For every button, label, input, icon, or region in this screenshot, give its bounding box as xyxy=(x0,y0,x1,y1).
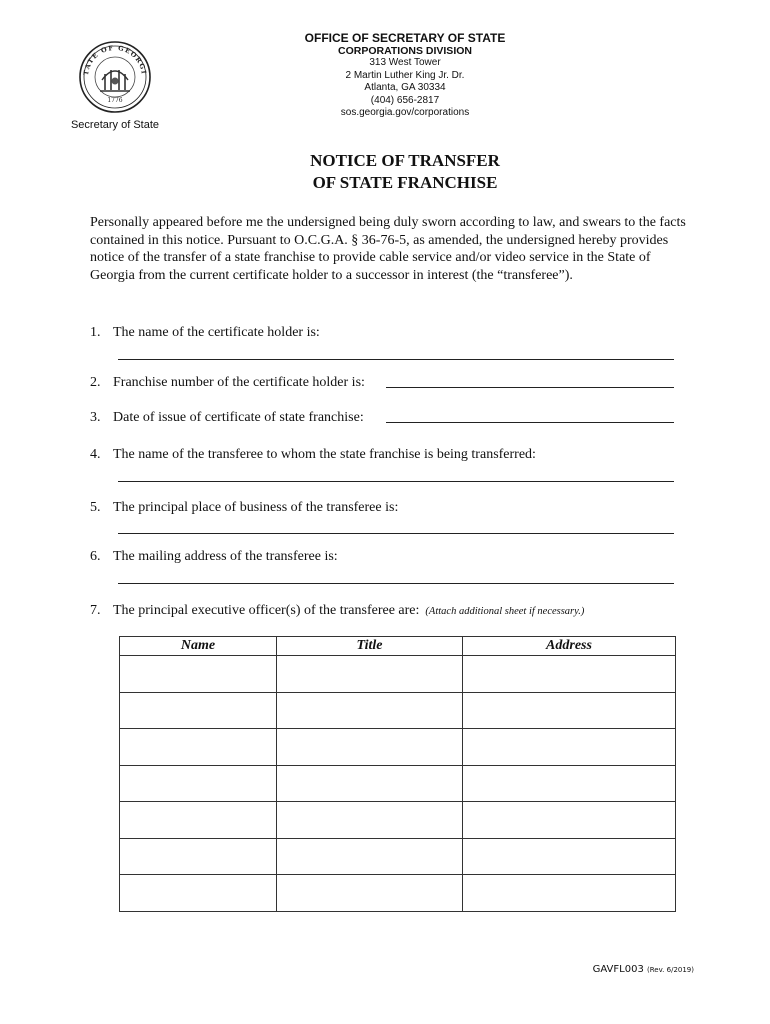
item-1 xyxy=(90,324,320,341)
office-address-line1: 313 West Tower xyxy=(369,57,441,68)
form-code: GAVFL003 xyxy=(592,964,644,975)
state-seal xyxy=(78,40,152,114)
item-number: 4. xyxy=(90,447,101,462)
item-text: The principal place of business of the transferee is: xyxy=(113,500,399,515)
item-text: Franchise number of the certificate holder is: xyxy=(113,375,365,390)
officer-title-cell[interactable] xyxy=(277,765,463,802)
transferee-name-field[interactable] xyxy=(118,481,674,482)
office-header xyxy=(250,32,560,120)
form-footer xyxy=(560,964,694,975)
officer-title-cell[interactable] xyxy=(277,838,463,875)
officer-name-cell[interactable] xyxy=(120,875,277,912)
column-header-address: Address xyxy=(463,637,676,656)
table-row xyxy=(120,875,676,912)
item-text: The mailing address of the transferee is: xyxy=(113,549,338,564)
officer-address-cell[interactable] xyxy=(463,692,676,729)
officer-title-cell[interactable] xyxy=(277,692,463,729)
officer-name-cell[interactable] xyxy=(120,838,277,875)
officer-title-cell[interactable] xyxy=(277,875,463,912)
item-text: The name of the certificate holder is: xyxy=(113,325,320,340)
item-number: 7. xyxy=(90,603,101,618)
item-6 xyxy=(90,548,338,565)
officer-address-cell[interactable] xyxy=(463,729,676,766)
officer-title-cell[interactable] xyxy=(277,802,463,839)
item-2 xyxy=(90,374,365,391)
seal-caption: Secretary of State xyxy=(70,119,160,131)
office-division: CORPORATIONS DIVISION xyxy=(338,44,472,57)
table-header-row xyxy=(120,637,676,656)
item-5 xyxy=(90,499,398,516)
franchise-number-field[interactable] xyxy=(386,387,674,388)
officer-name-cell[interactable] xyxy=(120,656,277,693)
item-note: (Attach additional sheet if necessary.) xyxy=(425,606,585,617)
item-7 xyxy=(90,602,584,620)
officer-title-cell[interactable] xyxy=(277,729,463,766)
office-address-line2: 2 Martin Luther King Jr. Dr. xyxy=(345,69,465,81)
document-title xyxy=(250,150,560,194)
table-row xyxy=(120,729,676,766)
officer-address-cell[interactable] xyxy=(463,802,676,839)
office-website: sos.georgia.gov/corporations xyxy=(340,107,470,118)
column-header-name: Name xyxy=(120,637,277,656)
item-text: Date of issue of certificate of state franchise: xyxy=(113,410,364,425)
officer-address-cell[interactable] xyxy=(463,656,676,693)
table-row xyxy=(120,765,676,802)
officer-title-cell[interactable] xyxy=(277,656,463,693)
item-3 xyxy=(90,409,364,426)
mailing-address-field[interactable] xyxy=(118,583,674,584)
officer-address-cell[interactable] xyxy=(463,875,676,912)
item-number: 1. xyxy=(90,325,101,340)
item-text: The principal executive officer(s) of the transferee are: xyxy=(113,603,420,618)
seal-ring-text: TATE OF GEORGI xyxy=(81,43,148,76)
document-title-line1: NOTICE OF TRANSFER xyxy=(310,151,500,170)
table-row xyxy=(120,692,676,729)
table-row xyxy=(120,838,676,875)
office-phone: (404) 656-2817 xyxy=(370,94,440,106)
table-row xyxy=(120,802,676,839)
document-title-line2: OF STATE FRANCHISE xyxy=(312,173,498,192)
item-4 xyxy=(90,446,536,463)
column-header-title: Title xyxy=(277,637,463,656)
officer-address-cell[interactable] xyxy=(463,838,676,875)
item-number: 5. xyxy=(90,500,101,515)
table-row xyxy=(120,656,676,693)
intro-paragraph: Personally appeared before me the undersigned being duly sworn according to law, and swears to the facts contained in this notice. Pursuant to O.C.G.A. § 36-76-5, as amended, the undersigned hereby provides notice of the transfer of a state franchise to provide cable service and/or video service in the State of Georgia from the current certificate holder to a successor in interest (the “transferee”). xyxy=(90,215,686,283)
issue-date-field[interactable] xyxy=(386,422,674,423)
office-title: OFFICE OF SECRETARY OF STATE xyxy=(304,31,506,45)
officer-name-cell[interactable] xyxy=(120,729,277,766)
item-number: 6. xyxy=(90,549,101,564)
certificate-holder-name-field[interactable] xyxy=(118,359,674,360)
item-number: 2. xyxy=(90,375,101,390)
officer-table xyxy=(119,636,676,912)
office-address-line3: Atlanta, GA 30334 xyxy=(364,82,446,93)
officer-name-cell[interactable] xyxy=(120,692,277,729)
seal-icon xyxy=(78,40,152,114)
item-text: The name of the transferee to whom the state franchise is being transferred: xyxy=(113,447,536,462)
officer-address-cell[interactable] xyxy=(463,765,676,802)
item-number: 3. xyxy=(90,410,101,425)
form-revision: (Rev. 6/2019) xyxy=(647,966,694,974)
svg-text:STATE OF GEORGIA xyxy=(78,40,148,76)
seal-year: 1776 xyxy=(107,97,123,104)
officer-name-cell[interactable] xyxy=(120,765,277,802)
principal-place-field[interactable] xyxy=(118,533,674,534)
officer-name-cell[interactable] xyxy=(120,802,277,839)
